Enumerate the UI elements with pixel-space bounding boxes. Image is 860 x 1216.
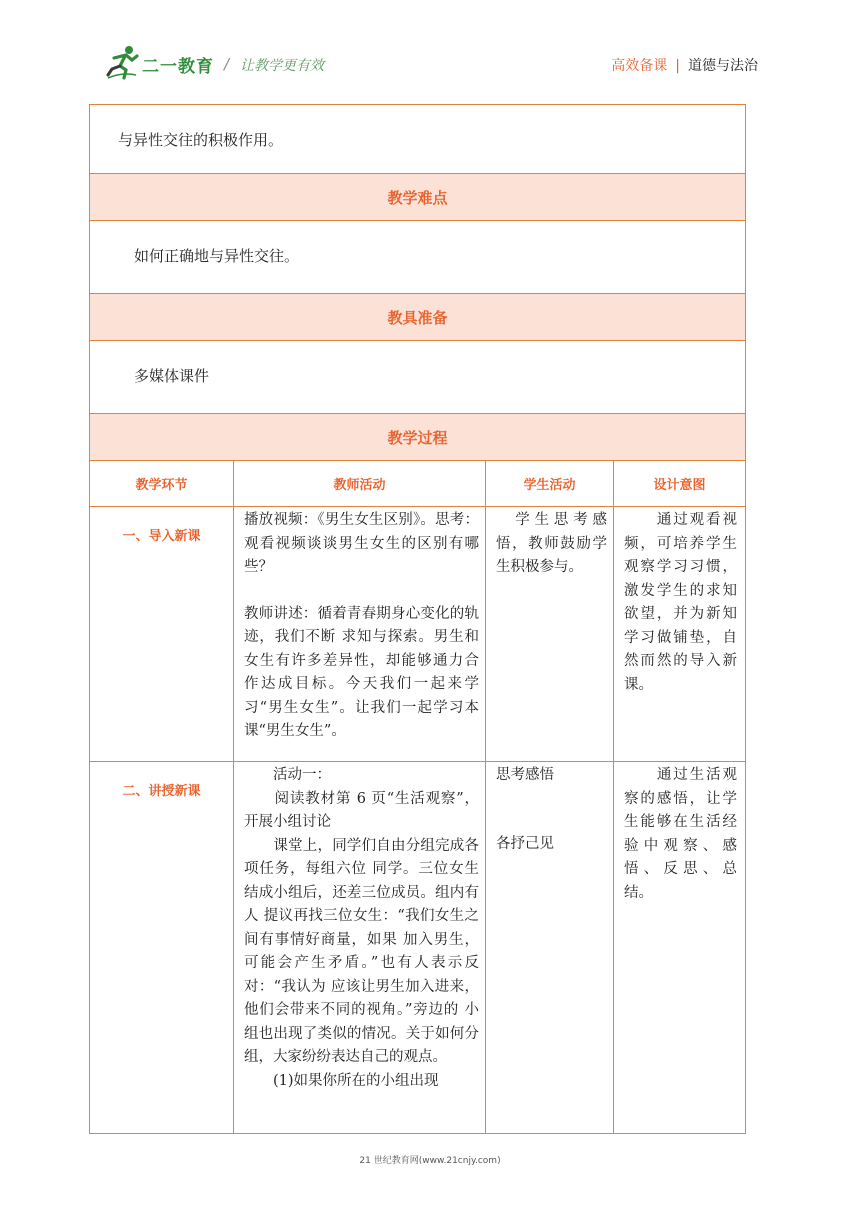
goal-text-cell — [90, 105, 746, 174]
student-activity-cell — [486, 507, 614, 762]
student-paragraph: 学生思考感悟，教师鼓励学生积极参与。 — [496, 512, 607, 575]
teacher-activity-cell — [234, 762, 486, 1134]
section-prep-title: 教具准备 — [90, 294, 746, 341]
logo-text: 二一教育 — [142, 57, 214, 77]
slogan: 让教学更有效 — [240, 58, 324, 74]
difficulty-text-cell — [90, 221, 746, 294]
teacher-paragraph: 播放视频：《男生女生区别》。思考：观看视频谈谈男生女生的区别有哪些？ — [244, 512, 479, 575]
prep-text-cell — [90, 341, 746, 414]
goal-text: 与异性交往的积极作用。 — [118, 131, 284, 149]
runner-logo-icon — [106, 44, 140, 80]
stage-cell — [90, 507, 234, 762]
header-divider: | — [675, 58, 680, 74]
design-paragraph: 通过观看视频，可培养学生观察学习习惯，激发学生的求知欲望，并为新知学习做铺垫，自然而然的导入新课。 — [624, 512, 738, 693]
column-header-teacher: 教师活动 — [234, 461, 486, 507]
student-paragraph: 各抒己见 — [496, 835, 554, 852]
teacher-paragraph: 课堂上，同学们自由分组完成各项任务，每组六位 同学。三位女生结成小组后，还差三位成员。组内有人 提议再找三位女生：“我们女生之间有事情好商量，如果 加入男生，可能会产生矛盾。”也有人表示反对：“我认为 应该让男生加入进来，他们会带来不同的视角。”旁边的 小组也出现了类似的情况。关于如何分组，大家纷纷表达自己的观点。 — [244, 837, 479, 1065]
table-row — [90, 507, 746, 762]
teacher-paragraph: 阅读教材第 6 页“生活观察”，开展小组讨论 — [244, 790, 479, 830]
header-label: 高效备课 — [611, 58, 668, 74]
logo — [106, 44, 226, 84]
page-footer: 21 世纪教育网(www.21cnjy.com) — [359, 1156, 501, 1166]
column-header-design: 设计意图 — [614, 461, 746, 507]
stage-label: 一、导入新课 — [122, 529, 201, 544]
page-header — [0, 0, 860, 100]
design-intent-cell — [614, 507, 746, 762]
teacher-paragraph: 活动一： — [244, 767, 331, 783]
stage-label: 二、讲授新课 — [122, 784, 201, 799]
teacher-paragraph: (1)如果你所在的小组出现 — [244, 1072, 439, 1089]
header-subject: 道德与法治 — [688, 58, 758, 74]
prep-text: 多媒体课件 — [134, 367, 210, 385]
column-header-stage: 教学环节 — [90, 461, 234, 507]
stage-cell — [90, 762, 234, 1134]
section-difficulty-title: 教学难点 — [90, 174, 746, 221]
column-header-student: 学生活动 — [486, 461, 614, 507]
student-paragraph: 思考感悟 — [496, 767, 554, 783]
header-right — [611, 55, 758, 75]
table-row — [90, 762, 746, 1134]
section-process-title: 教学过程 — [90, 414, 746, 461]
lesson-plan-table — [89, 104, 746, 1134]
design-intent-cell — [614, 762, 746, 1134]
slogan-separator: / — [224, 55, 230, 73]
difficulty-text: 如何正确地与异性交往。 — [134, 247, 300, 265]
design-paragraph: 通过生活观察的感悟，让学生能够在生活经验中观察、感悟、反思、总结。 — [624, 767, 738, 901]
student-activity-cell — [486, 762, 614, 1134]
teacher-paragraph: 教师讲述：循着青春期身心变化的轨迹，我们不断 求知与探索。男生和女生有许多差异性，却能够通力合 作达成目标。今天我们一起来学习“男生女生”。让我们一起学习本课“男生女生”。 — [244, 605, 479, 739]
teacher-activity-cell — [234, 507, 486, 762]
